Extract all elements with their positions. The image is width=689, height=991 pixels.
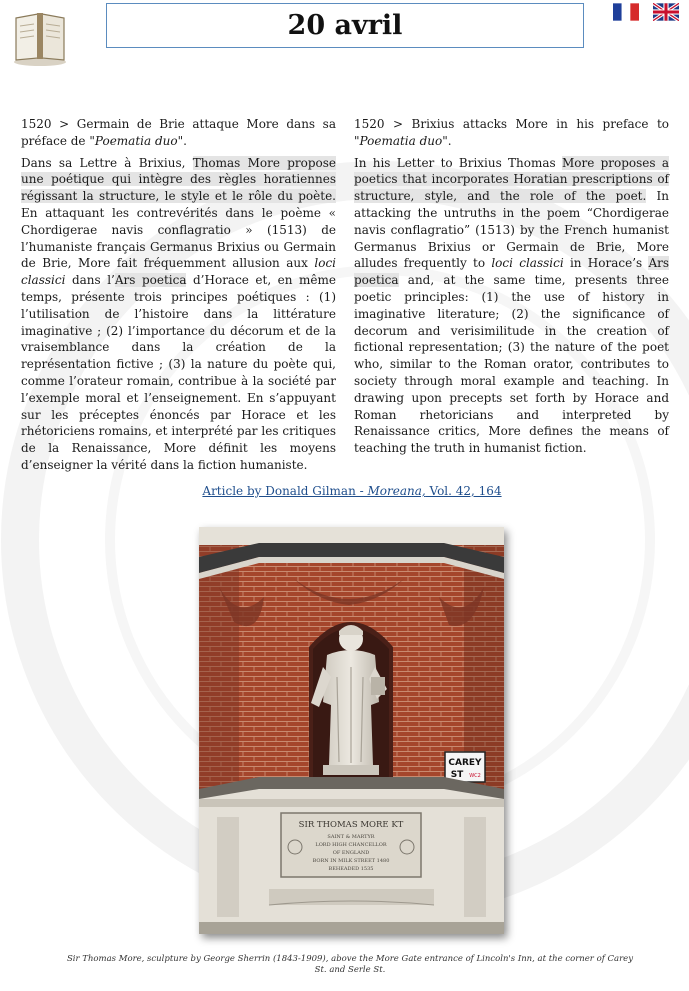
french-intro-tail: ". <box>177 133 187 148</box>
english-highlight: More proposes a poetics that incorporates Horatian prescriptions of structure, style, and the role of the poet. <box>354 155 669 204</box>
french-highlight: Thomas More propose une poétique qui intègre des règles horatiennes régissant la structure, le style et le rôle du poète. <box>21 155 337 204</box>
french-p-mid2: dans l’ <box>65 273 115 288</box>
plaque-line6: BEHEADED 1535 <box>328 866 374 872</box>
english-p-start: In his Letter to Brixius Thomas <box>354 155 562 170</box>
article-reference-link[interactable] <box>0 484 689 498</box>
memorial-plaque <box>281 813 421 877</box>
uk-flag-icon[interactable] <box>653 3 679 21</box>
french-loci-classici: loci classici <box>21 256 336 288</box>
english-ars-poetica: Ars poetica <box>354 256 669 288</box>
english-column <box>354 116 669 462</box>
street-sign <box>445 752 485 782</box>
plaque-line4: OF ENGLAND <box>332 850 370 856</box>
english-loci-classici: loci classici <box>491 256 564 271</box>
statue-photo <box>199 527 504 934</box>
english-intro-work: Poematia duo <box>359 133 443 148</box>
english-intro <box>354 116 669 150</box>
english-intro-lead: 1520 > Brixius attacks More in his preface to " <box>354 117 669 148</box>
plaque-line5: BORN IN MILK STREET 1480 <box>312 858 390 864</box>
plaque-line3: LORD HIGH CHANCELLOR <box>315 842 387 848</box>
english-p-mid1: In attacking the untruths in the poem “Chordigerae navis conflagratio” (1513) by the French humanist Germanus Brixius or Germain de Brie, More alludes frequently to <box>354 189 669 271</box>
reference-lead: Article by Donald Gilman - <box>202 484 368 498</box>
book-logo-icon <box>8 4 72 68</box>
french-p-end: d’Horace et, en même temps, présente trois principes poétiques : (1) l’utilisation de l’histoire dans la littérature imaginative ; (2) l’importance du décorum et de la vraisemblance dans la création de la représentation fictive ; (3) la nature du poète qui, comme l’orateur romain, contribue à la société par l’exemple moral et l’enseignement. En s’appuyant sur les préceptes énoncés par Horace et les rhétoriciens romains, et interprété par les critiques de la Renaissance, More définit les moyens d’enseigner la vérité dans la fiction humaniste. <box>21 273 336 472</box>
french-paragraph <box>21 155 336 474</box>
french-intro <box>21 116 336 150</box>
page-title: 20 avril <box>106 3 584 48</box>
street-sign-line2: ST <box>450 770 464 780</box>
english-p-end: and, at the same time, presents three poetic principles: (1) the use of history in imaginative literature; (2) the significance of decorum and verisimilitude in the creation of fictional representation; (3) the nature of the poet who, similar to the Roman orator, contributes to society through moral example and teaching. In drawing upon precepts set forth by Horace and Roman rhetoricians and interpreted by Renaissance critics, More defines the means of teaching the truth in humanist fiction. <box>354 273 669 456</box>
french-p-mid1: En attaquant les contrevérités dans le poème « Chordigerae navis conflagratio » (1513) de l’humaniste français Germanus Brixius ou Germain de Brie, More fait fréquemment allusion aux <box>21 205 336 271</box>
french-column <box>21 116 336 479</box>
reference-tail: Vol. 42, 164 <box>425 484 502 498</box>
street-sign-line1: CAREY <box>448 758 482 768</box>
photo-caption: Sir Thomas More, sculpture by George Sherrin (1843-1909), above the More Gate entrance of Lincoln's Inn, at the corner of Carey St. and Serle St. <box>66 954 634 975</box>
french-intro-work: Poematia duo <box>94 133 178 148</box>
plaque-title: SIR THOMAS MORE KT <box>298 820 404 830</box>
english-p-mid2: in Horace’s <box>563 256 649 271</box>
french-p-start: Dans sa Lettre à Brixius, <box>21 155 193 170</box>
reference-journal: Moreana, <box>367 484 426 498</box>
french-ars-poetica: Ars poetica <box>114 273 187 288</box>
french-intro-lead: 1520 > Germain de Brie attaque More dans sa préface de " <box>21 117 336 148</box>
english-paragraph <box>354 155 669 457</box>
french-flag-icon[interactable] <box>613 3 639 21</box>
street-sign-district: WC2 <box>469 773 481 779</box>
statue-photo-drawing <box>199 527 504 934</box>
plaque-line2: SAINT & MARTYR <box>327 834 375 840</box>
english-intro-tail: ". <box>442 133 452 148</box>
